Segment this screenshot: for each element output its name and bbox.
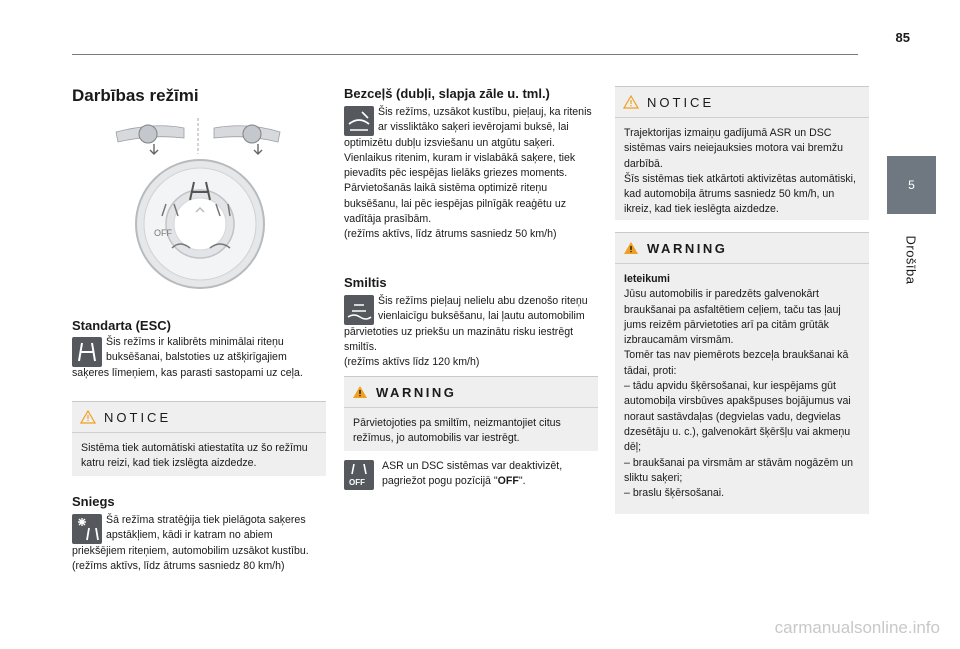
chapter-label: Drošība <box>903 235 919 285</box>
notice-icon <box>623 95 639 109</box>
chapter-tab[interactable]: 5 <box>887 156 936 214</box>
mode-dial-icon <box>136 160 264 288</box>
off-mode-icon <box>344 460 374 490</box>
page-title: Darbības režīmi <box>72 86 199 105</box>
snow-heading: Sniegs <box>72 494 115 509</box>
svg-text:OFF: OFF <box>154 228 172 238</box>
notice-box-1: NOTICE Sistēma tiek automātiski atiestatīta uz šo režīmu katru reizi, kad tiek izslēgta aizdedze. <box>72 401 326 476</box>
mode-selector-illustration <box>110 112 290 292</box>
warning-box-2: WARNING Ieteikumi Jūsu automobilis ir paredzēts galvenokārt braukšanai pa asfaltētiem ceļiem, taču tas ļauj jums reizēm pārvietoties arī pa citām grūtāk izbraucamām virsmām. Tomēr tas nav piemērots bezceļa braukšanai kā tādai, proti: – tādu apvidu šķērsošanai, kur iespējams gūt automobiļa virsbūves apakšpuses bojājumus vai noraut sastāvdaļas (degvielas vadu, degvielas dzesētāju u. c.), galvenokārt šķēršļu vai akmeņu dēļ; – braukšanai pa virsmām ar stāvām nogāzēm un sliktu saķeri; – braslu šķērsošanai. <box>615 232 869 514</box>
snow-text: Šā režīma stratēģija tiek pielāgota saķeres apstākļiem, kādi ir katram no abiem priekšējiem riteņiem, automobilim uzsākot kustību. (režīms aktīvs, līdz ātrums sasniedz 80 km/h) <box>72 514 309 572</box>
sand-heading: Smiltis <box>344 275 387 290</box>
sand-text: Šis režīms pieļauj nelielu abu dzenošo riteņu vienlaicīgu buksēšanu, lai ļautu automobilim pārvietoties uz priekšu un mazinātu risku iestrēgt smiltīs. (režīms aktīvs līdz 120 km/h) <box>344 295 588 369</box>
warning-icon <box>352 385 368 399</box>
notice-box-2: NOTICE Trajektorijas izmaiņu gadījumā ASR un DSC sistēmas vairs neiejauksies motora vai bremžu darbībā. Šīs sistēmas tiek atkārtoti aktivizētas automātiski, kad automobiļa ātrums sasniedz 50 km/h, un ikreiz, kad tiek ieslēgta aizdedze. <box>615 86 869 220</box>
notice-icon <box>80 410 96 424</box>
warning-icon <box>623 241 639 255</box>
page-number: 85 <box>895 30 910 45</box>
header-rule <box>72 54 858 55</box>
standard-heading: Standarta (ESC) <box>72 318 171 333</box>
standard-text: Šis režīms ir kalibrēts minimālai riteņu buksēšanai, balstoties uz atšķirīgajiem saķeres līmeņiem, kas parasti sastopami uz ceļa. <box>72 336 303 379</box>
warning-box-1: WARNING Pārvietojoties pa smiltīm, neizmantojiet citus režīmus, jo automobilis var iestrēgt. <box>344 376 598 451</box>
mud-heading: Bezceļš (dubļi, slapja zāle u. tml.) <box>344 86 550 101</box>
svg-text:OFF: OFF <box>349 478 365 487</box>
mud-text: Šis režīms, uzsākot kustību, pieļauj, ka ritenis ar vissliktāko saķeri ievērojami buksē, lai optimizētu dubļu izsviešanu un atgūtu saķeri. Vienlaikus ritenim, kuram ir vislabākā saķere, tiek pievadīts pēc iespējas lielāks griezes moments. Pārvietošanās laikā sistēma optimizē riteņu buksēšanu, lai pēc iespējas pilnīgāk reaģētu uz vadītāja prasībām. (režīms aktīvs, līdz ātrums sasniedz 50 km/h) <box>344 106 592 241</box>
watermark: carmanualsonline.info <box>774 618 940 637</box>
off-text: ASR un DSC sistēmas var deaktivizēt, pagriežot pogu pozīcijā "OFF". <box>382 460 563 488</box>
dashboard-view-icon <box>116 118 280 154</box>
